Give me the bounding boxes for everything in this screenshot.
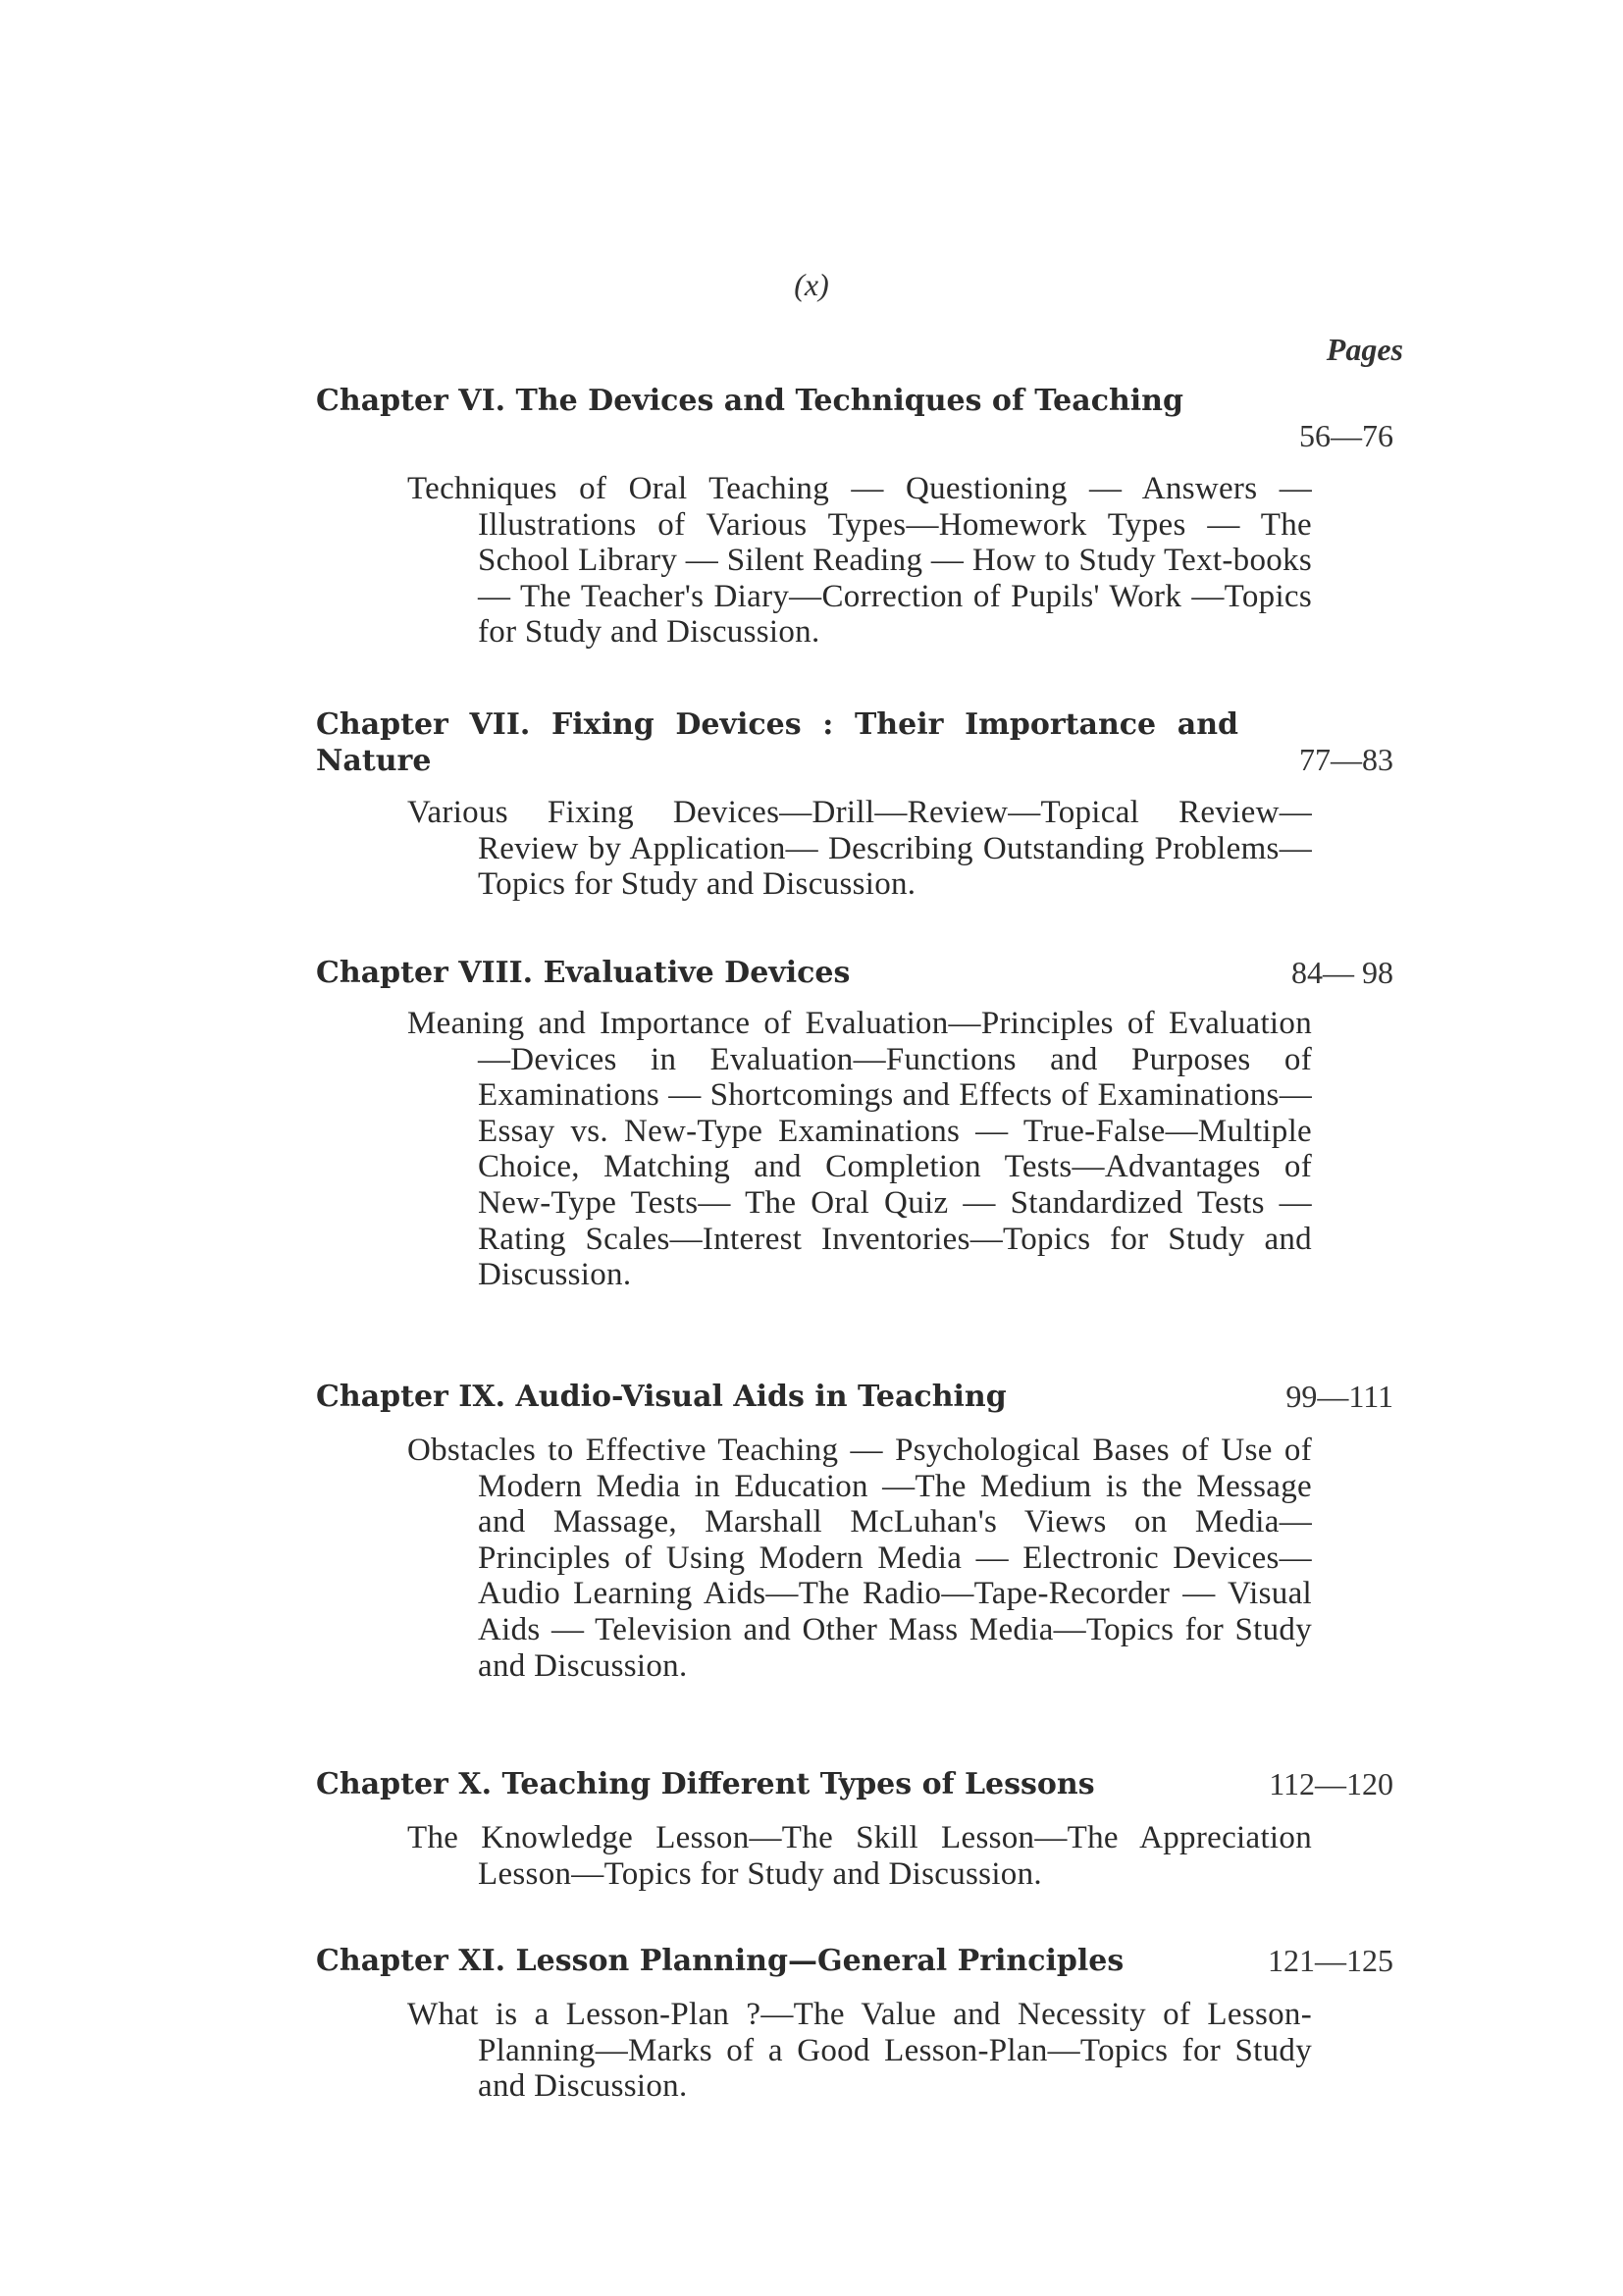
chapter-heading (316, 706, 1238, 779)
chapter-title: Fixing Devices : Their Importance and Nature (316, 707, 1238, 778)
chapter-pages: 84— 98 (1291, 955, 1393, 990)
chapter-heading (316, 1943, 1238, 1979)
chapter-title: The Devices and Techniques of Teaching (515, 384, 1183, 418)
chapter-pages: 99—111 (1285, 1379, 1393, 1414)
chapter-title: Evaluative Devices (543, 956, 851, 990)
chapter-summary: Obstacles to Effective Teaching — Psychological Bases of Use of Modern Media in Education —The Medium is the Message and Massage, Marshall McLuhan's Views on Media—Principles of Using Modern Media — Electronic Devices—Audio Learning Aids—The Radio—Tape-Recorder — Visual Aids — Television and Other Mass Media—Topics for Study and Discussion. (407, 1433, 1312, 1684)
chapter-label: Chapter IX. (316, 1380, 506, 1414)
chapter-title: Audio-Visual Aids in Teaching (515, 1380, 1007, 1414)
chapter-label: Chapter VI. (316, 384, 506, 418)
chapter-heading (316, 955, 1238, 991)
pages-column-label: Pages (1326, 332, 1403, 367)
chapter-label: Chapter X. (316, 1767, 493, 1801)
page-number: (x) (794, 267, 829, 302)
chapter-label: Chapter VII. (316, 707, 531, 742)
chapter-summary: Various Fixing Devices—Drill—Review—Topical Review—Review by Application— Describing Outstanding Problems—Topics for Study and Discussion. (407, 795, 1312, 903)
chapter-heading (316, 1766, 1238, 1802)
chapter-heading (316, 383, 1238, 419)
chapter-summary: What is a Lesson-Plan ?—The Value and Necessity of Lesson-Planning—Marks of a Good Lesson-Plan—Topics for Study and Discussion. (407, 1997, 1312, 2105)
chapter-summary: The Knowledge Lesson—The Skill Lesson—The Appreciation Lesson—Topics for Study and Discussion. (407, 1820, 1312, 1892)
chapter-title: Teaching Different Types of Lessons (501, 1767, 1095, 1801)
chapter-heading (316, 1379, 1238, 1415)
chapter-label: Chapter VIII. (316, 956, 534, 990)
chapter-title: Lesson Planning—General Principles (515, 1944, 1125, 1978)
chapter-pages: 121—125 (1268, 1943, 1393, 1978)
chapter-summary: Techniques of Oral Teaching — Questioning — Answers — Illustrations of Various Types—Homework Types — The School Library — Silent Reading — How to Study Text-books — The Teacher's Diary—Correction of Pupils' Work —Topics for Study and Discussion. (407, 471, 1312, 651)
chapter-summary: Meaning and Importance of Evaluation—Principles of Evaluation—Devices in Evaluation—Functions and Purposes of Examinations — Shortcomings and Effects of Examinations—Essay vs. New-Type Examinations — True-False—Multiple Choice, Matching and Completion Tests—Advantages of New-Type Tests— The Oral Quiz — Standardized Tests — Rating Scales—Interest Inventories—Topics for Study and Discussion. (407, 1006, 1312, 1293)
chapter-pages: 77—83 (1299, 742, 1393, 777)
chapter-label: Chapter XI. (316, 1944, 506, 1978)
chapter-pages: 112—120 (1269, 1766, 1393, 1801)
chapter-pages: 56—76 (1299, 418, 1393, 453)
